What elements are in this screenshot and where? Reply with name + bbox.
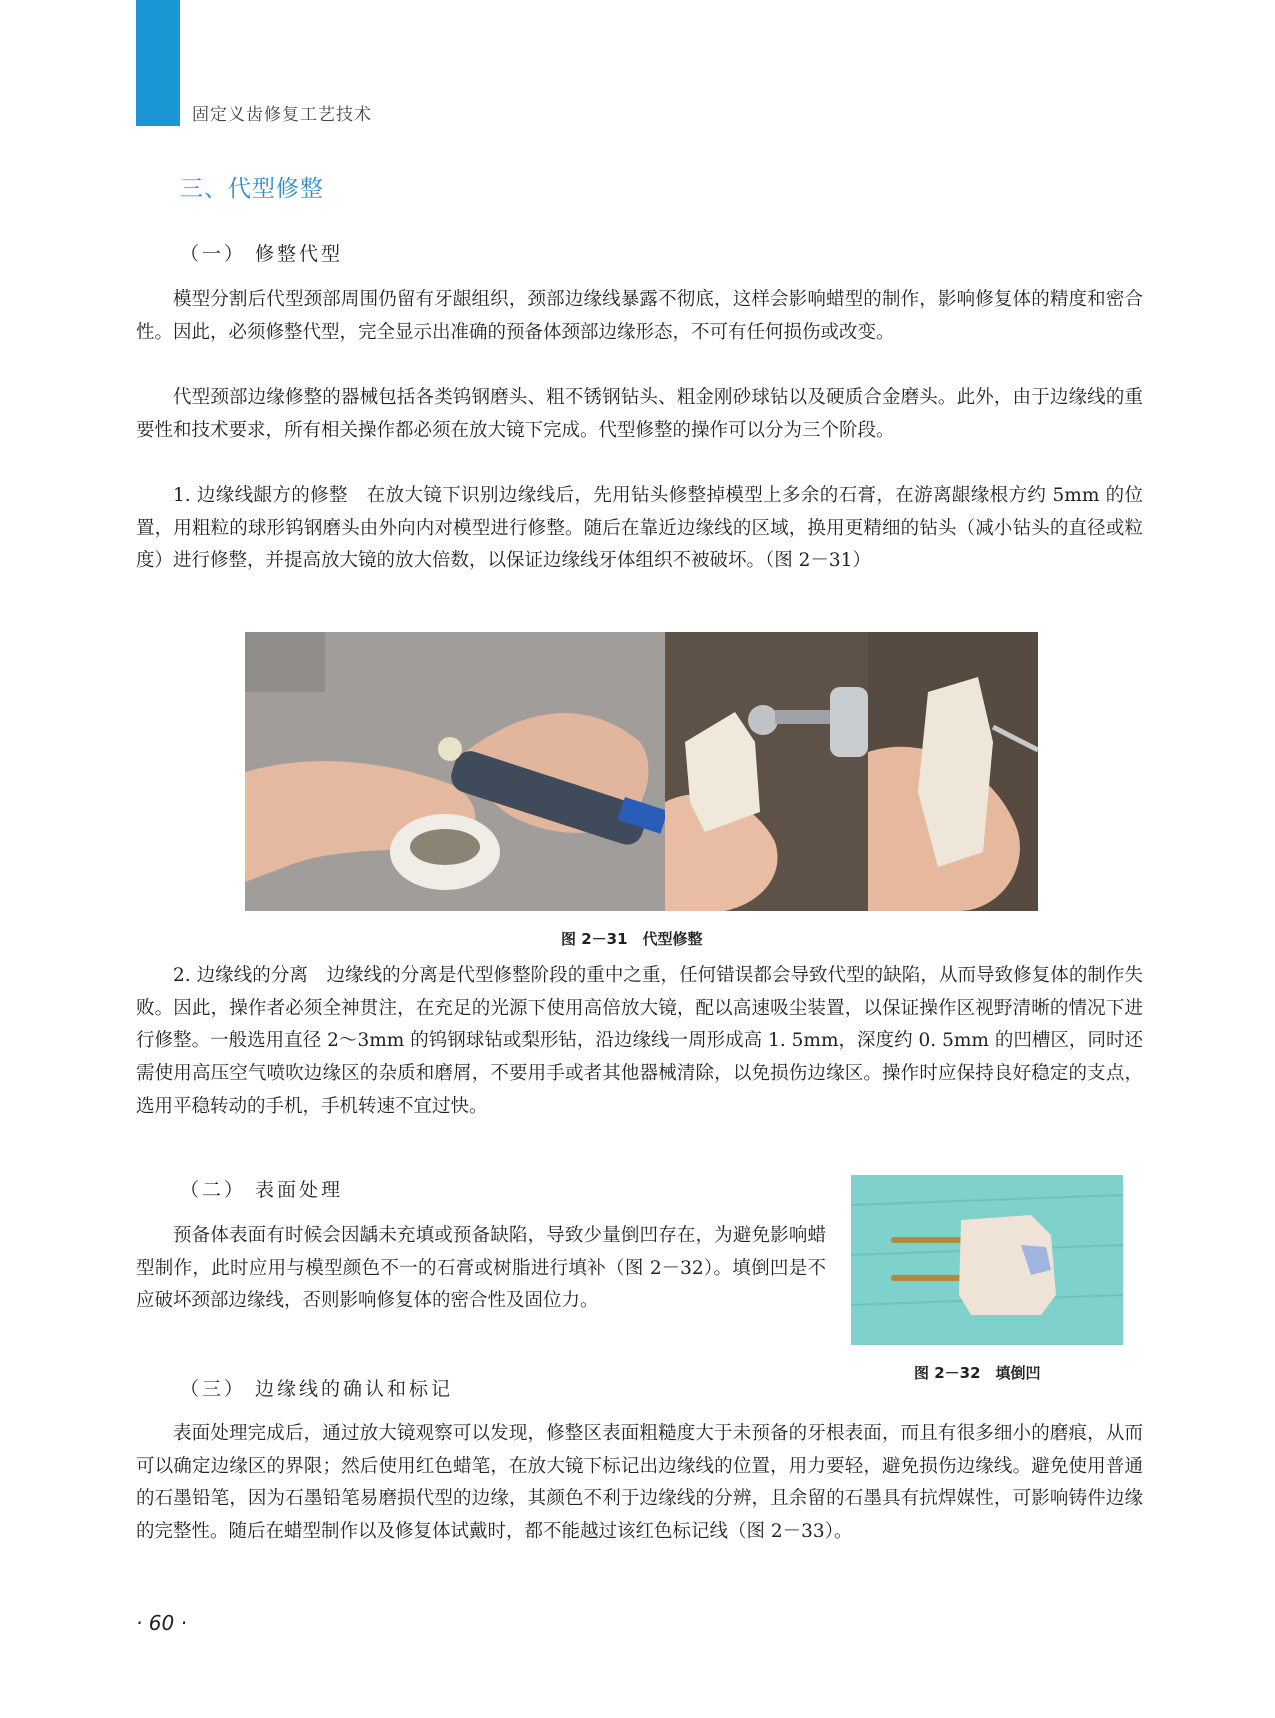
photo-bur-on-die: [665, 632, 868, 911]
paragraph-4: 2. 边缘线的分离 边缘线的分离是代型修整阶段的重中之重，任何错误都会导致代型的缺陷，从而导致修复体的制作失败。因此，操作者必须全神贯注，在充足的光源下使用高倍放大镜，配以高速吸尘装置，以保证操作区视野清晰的情况下进行修整。一般选用直径 2～3mm 的钨钢球钻或梨形钻，沿边缘线一周形成高 1. 5mm，深度约 0. 5mm 的凹槽区，同时还需使用高压空气喷吹边缘区的杂质和磨屑，不要用手或者其他器械清除，以免损伤边缘区。操作时应保持良好稳定的支点，选用平稳转动的手机，手机转速不宜过快。: [136, 965, 1143, 1117]
subsection-heading-2: （二） 表面处理: [180, 1179, 344, 1201]
figure-2-32-caption: 图 2－32 填倒凹: [914, 1364, 1041, 1382]
page-number: · 60 ·: [136, 1611, 187, 1635]
figure-2-31: [245, 632, 1038, 911]
photo-hands-trimming: [245, 632, 665, 911]
photo-fine-trim: [868, 632, 1038, 911]
running-head: 固定义齿修复工艺技术: [192, 105, 372, 125]
figure-2-31-caption: 图 2－31 代型修整: [561, 930, 703, 948]
paragraph-6: 表面处理完成后，通过放大镜观察可以发现，修整区表面粗糙度大于未预备的牙根表面，而且有很多细小的磨痕，从而可以确定边缘区的界限；然后使用红色蜡笔，在放大镜下标记出边缘线的位置，用力要轻，避免损伤边缘线。避免使用普通的石墨铅笔，因为石墨铅笔易磨损代型的边缘，其颜色不利于边缘线的分辨，且余留的石墨具有抗焊媒性，可影响铸件边缘的完整性。随后在蜡型制作以及修复体试戴时，都不能越过该红色标记线（图 2－33）。: [136, 1423, 1143, 1543]
paragraph-1: 模型分割后代型颈部周围仍留有牙龈组织，颈部边缘线暴露不彻底，这样会影响蜡型的制作，影响修复体的精度和密合性。因此，必须修整代型，完全显示出准确的预备体颈部边缘形态，不可有任何损伤或改变。: [136, 289, 1143, 343]
figure-2-32: [851, 1175, 1123, 1345]
subsection-heading-1: （一） 修整代型: [180, 243, 344, 265]
header-accent-bar: [136, 0, 180, 126]
subsection-heading-3: （三） 边缘线的确认和标记: [180, 1378, 454, 1400]
section-title: 三、代型修整: [180, 176, 324, 202]
paragraph-5: 预备体表面有时候会因龋未充填或预备缺陷，导致少量倒凹存在，为避免影响蜡型制作，此时应用与模型颜色不一的石膏或树脂进行填补（图 2－32）。填倒凹是不应破坏颈部边缘线，否则影响修复体的密合性及固位力。: [136, 1225, 826, 1312]
paragraph-2: 代型颈部边缘修整的器械包括各类钨钢磨头、粗不锈钢钻头、粗金刚砂球钻以及硬质合金磨头。此外，由于边缘线的重要性和技术要求，所有相关操作都必须在放大镜下完成。代型修整的操作可以分为三个阶段。: [136, 387, 1143, 441]
paragraph-3: 1. 边缘线龈方的修整 在放大镜下识别边缘线后，先用钻头修整掉模型上多余的石膏，在游离龈缘根方约 5mm 的位置，用粗粒的球形钨钢磨头由外向内对模型进行修整。随后在靠近边缘线的区域，换用更精细的钻头（减小钻头的直径或粒度）进行修整，并提高放大镜的放大倍数，以保证边缘线牙体组织不被破坏。（图 2－31）: [136, 485, 1143, 572]
